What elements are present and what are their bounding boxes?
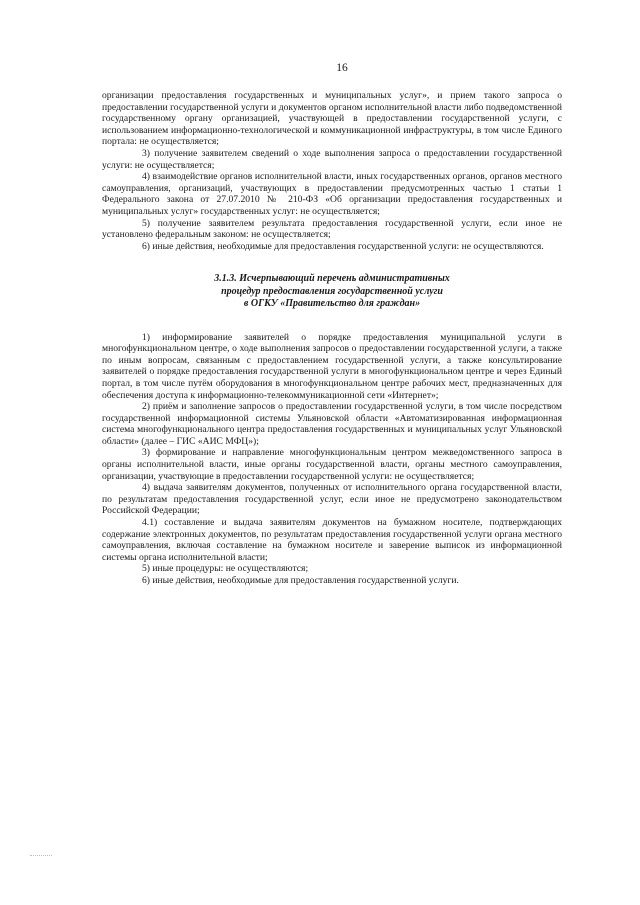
section-paragraph: 5) иные процедуры: не осуществляются; <box>142 563 309 575</box>
section-paragraph: 3) формирование и направление многофункциональным центром межведомственного запроса в органы исполнительной власти, иные органы государственной власти, органы местного самоуправления, организации, участвующие в предоставлении государственной услуги: не осуществляется; <box>102 447 562 482</box>
section-paragraph: 4) выдача заявителям документов, полученных от исполнительного органа государственной власти, по результатам предоставления государственной услуг, если иное не предусмотрено законодательством Российской Федерации; <box>102 482 562 517</box>
section-paragraph: 2) приём и заполнение запросов о предоставлении государственной услуги, в том числе посредством государственной информационной системы Ульяновской области «Автоматизированная информационная система многофункционального центра предоставления государственных и муниципальных услуг Ульяновской области» (далее – ГИС «АИС МФЦ»); <box>102 401 562 447</box>
intro-paragraph: 6) иные действия, необходимые для предоставления государственной услуги: не осуществляются. <box>142 240 544 252</box>
section-heading-line: в ОГКУ «Правительство для граждан» <box>243 298 421 310</box>
intro-paragraph: 3) получение заявителем сведений о ходе выполнения запроса о предоставлении государственной услуги: не осуществляется; <box>102 147 562 171</box>
section-heading <box>102 273 562 310</box>
intro-paragraph: организации предоставления государственных и муниципальных услуг», и прием такого запроса о предоставлении государственной услуги и документов органом исполнительной власти либо подведомственной государственному органу организацией, участвующей в предоставлении государственной услуги, с использованием информационно-технологической и коммуникационной инфраструктуры, в том числе Единого портала: не осуществляется; <box>102 90 562 148</box>
section-paragraph: 6) иные действия, необходимые для предоставления государственной услуги. <box>142 575 459 586</box>
section-heading-line: 3.1.3. Исчерпывающий перечень административных <box>214 273 450 285</box>
intro-paragraph: 5) получение заявителем результата предоставления государственной услуги, если иное не установлено федеральным законом: не осуществляется; <box>102 217 562 241</box>
section-heading-line: процедур предоставления государственной услуги <box>221 285 443 297</box>
intro-block <box>102 90 562 252</box>
section-paragraph: 4.1) составление и выдача заявителям документов на бумажном носителе, подтверждающих содержание электронных документов, по результатам предоставления государственной услуги органа местного самоуправления, включая составление на бумажном носителе и заверение выписок из информационной системы органа исполнительной власти; <box>102 517 562 563</box>
intro-paragraph: 4) взаимодействие органов исполнительной власти, иных государственных органов, органов местного самоуправления, организаций, участвующих в предоставлении предусмотренных частью 1 статьи 1 Федерального закона от 27.07.2010 № 210-ФЗ «Об организации предоставления государственных и муниципальных услуг» государственных услуг: не осуществляется; <box>102 171 562 217</box>
section-paragraph: 1) информирование заявителей о порядке предоставления муниципальной услуги в многофункциональном центре, о ходе выполнения запросов о предоставлении государственной услуги, а также по иным вопросам, связанным с предоставлением государственной услуги, а также консультирование заявителей о порядке предоставления государственной услуги в многофункциональном центре и через Единый портал, в том числе путём оборудования в многофункциональном центре рабочих мест, предназначенных для обеспечения доступа к информационно-телекоммуникационной сети «Интернет»; <box>102 331 562 401</box>
section-block <box>102 332 562 587</box>
scan-mark <box>30 851 52 856</box>
document-page <box>102 62 562 587</box>
page-number: 16 <box>336 62 348 74</box>
